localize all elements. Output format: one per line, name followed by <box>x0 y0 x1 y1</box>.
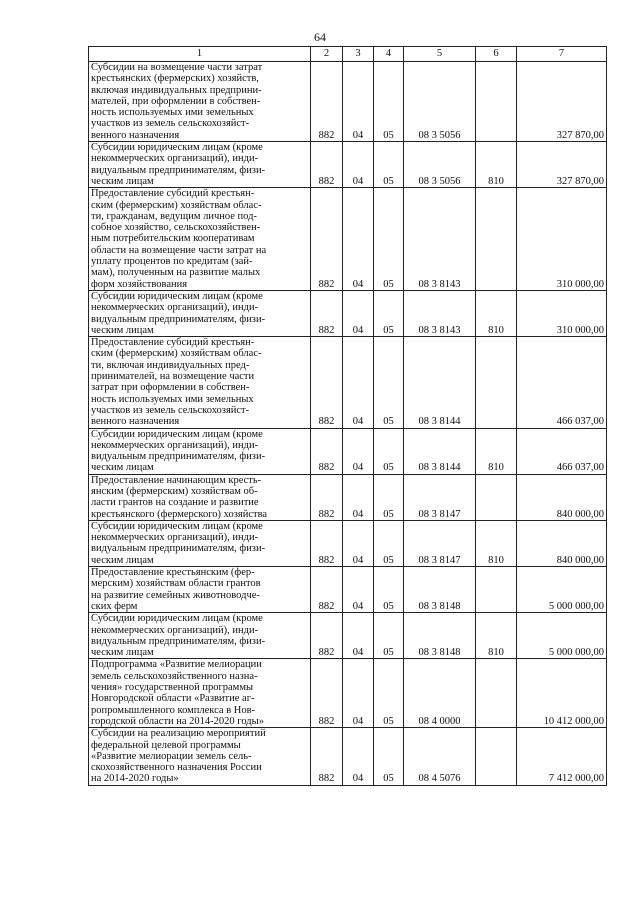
row-subsection-cell: 05 <box>374 337 404 428</box>
row-name-cell <box>89 188 311 291</box>
row-section-cell: 04 <box>343 520 374 566</box>
row-name-cell <box>89 337 311 428</box>
row-name-text: Предоставление субсидий крестьян- ским (фермерским) хозяйствам облас- ти, включая индивидуальных пред- принимателей, на возмещение части затрат при оформлении в собствен- ность используемых ими земельных участков из земель сельскохозяйст- венного назначения <box>91 337 262 428</box>
table-row <box>89 142 607 188</box>
row-expense-type-cell: 810 <box>476 428 517 474</box>
row-name-cell <box>89 62 311 142</box>
row-admin-code-cell: 882 <box>311 659 343 728</box>
row-expense-type-cell <box>476 659 517 728</box>
row-target-article-cell: 08 3 8148 <box>404 567 476 613</box>
row-amount-cell: 840 000,00 <box>517 474 607 520</box>
row-name-text: Субсидии юридическим лицам (кроме некоммерческих организаций), инди- видуальным предпринимателям, физи- ческим лицам <box>91 428 266 474</box>
row-name-cell <box>89 290 311 336</box>
row-subsection-cell: 05 <box>374 428 404 474</box>
row-subsection-cell: 05 <box>374 520 404 566</box>
row-subsection-cell: 05 <box>374 728 404 785</box>
row-subsection-cell: 05 <box>374 474 404 520</box>
row-name-cell <box>89 428 311 474</box>
row-amount-cell: 310 000,00 <box>517 290 607 336</box>
row-subsection-cell: 05 <box>374 290 404 336</box>
column-header-7: 7 <box>517 47 607 62</box>
row-admin-code-cell: 882 <box>311 428 343 474</box>
row-target-article-cell: 08 3 8143 <box>404 188 476 291</box>
row-name-text: Субсидии юридическим лицам (кроме некоммерческих организаций), инди- видуальным предпринимателям, физи- ческим лицам <box>91 520 266 566</box>
row-admin-code-cell: 882 <box>311 567 343 613</box>
row-expense-type-cell <box>476 728 517 785</box>
row-expense-type-cell: 810 <box>476 290 517 336</box>
row-target-article-cell: 08 3 5056 <box>404 62 476 142</box>
budget-table <box>88 46 607 786</box>
row-section-cell: 04 <box>343 188 374 291</box>
table-row <box>89 428 607 474</box>
table-row <box>89 337 607 428</box>
row-name-cell <box>89 613 311 659</box>
table-row <box>89 659 607 728</box>
row-name-cell <box>89 474 311 520</box>
row-subsection-cell: 05 <box>374 567 404 613</box>
row-admin-code-cell: 882 <box>311 290 343 336</box>
row-amount-cell: 327 870,00 <box>517 142 607 188</box>
row-name-text: Предоставление начинающим кресть- янским (фермерским) хозяйствам об- ласти грантов на создание и развитие крестьянского (фермерского) хозяйства <box>91 474 268 520</box>
table-row <box>89 520 607 566</box>
row-target-article-cell: 08 3 8147 <box>404 474 476 520</box>
row-section-cell: 04 <box>343 428 374 474</box>
row-amount-cell: 5 000 000,00 <box>517 567 607 613</box>
row-admin-code-cell: 882 <box>311 474 343 520</box>
row-name-cell <box>89 520 311 566</box>
row-expense-type-cell <box>476 567 517 613</box>
row-section-cell: 04 <box>343 142 374 188</box>
column-header-2: 2 <box>311 47 343 62</box>
row-amount-cell: 5 000 000,00 <box>517 613 607 659</box>
row-name-text: Субсидии юридическим лицам (кроме некоммерческих организаций), инди- видуальным предпринимателям, физи- ческим лицам <box>91 142 266 187</box>
row-section-cell: 04 <box>343 659 374 728</box>
row-subsection-cell: 05 <box>374 659 404 728</box>
row-admin-code-cell: 882 <box>311 188 343 291</box>
table-row <box>89 474 607 520</box>
row-section-cell: 04 <box>343 613 374 659</box>
row-admin-code-cell: 882 <box>311 520 343 566</box>
row-expense-type-cell: 810 <box>476 142 517 188</box>
row-amount-cell: 327 870,00 <box>517 62 607 142</box>
row-name-cell <box>89 567 311 613</box>
row-subsection-cell: 05 <box>374 62 404 142</box>
column-header-6: 6 <box>476 47 517 62</box>
row-section-cell: 04 <box>343 728 374 785</box>
row-section-cell: 04 <box>343 567 374 613</box>
row-admin-code-cell: 882 <box>311 142 343 188</box>
table-row <box>89 62 607 142</box>
row-expense-type-cell <box>476 188 517 291</box>
row-amount-cell: 466 037,00 <box>517 337 607 428</box>
row-target-article-cell: 08 3 5056 <box>404 142 476 188</box>
row-expense-type-cell <box>476 474 517 520</box>
row-target-article-cell: 08 3 8143 <box>404 290 476 336</box>
row-target-article-cell: 08 3 8144 <box>404 337 476 428</box>
row-name-cell <box>89 659 311 728</box>
row-target-article-cell: 08 4 0000 <box>404 659 476 728</box>
table-row <box>89 290 607 336</box>
table-row <box>89 188 607 291</box>
row-target-article-cell: 08 3 8148 <box>404 613 476 659</box>
row-amount-cell: 7 412 000,00 <box>517 728 607 785</box>
row-section-cell: 04 <box>343 290 374 336</box>
row-target-article-cell: 08 3 8147 <box>404 520 476 566</box>
row-section-cell: 04 <box>343 62 374 142</box>
column-header-1: 1 <box>89 47 311 62</box>
row-subsection-cell: 05 <box>374 188 404 291</box>
row-name-text: Субсидии на реализацию мероприятий федеральной целевой программы «Развитие мелиорации земель сель- скохозяйственного назначения России на 2014-2020 годы» <box>91 728 266 785</box>
column-header-5: 5 <box>404 47 476 62</box>
row-name-text: Предоставление субсидий крестьян- ским (фермерским) хозяйствам облас- ти, гражданам, ведущим личное под- собное хозяйство, сельскохозяйствен- ным потребительским кооперативам области на возмещение части затрат на уплату процентов по кредитам (зай- мам), полученным на развитие малых форм хозяйствования <box>91 188 267 290</box>
row-expense-type-cell: 810 <box>476 613 517 659</box>
row-expense-type-cell <box>476 62 517 142</box>
column-header-4: 4 <box>374 47 404 62</box>
row-name-text: Предоставление крестьянским (фер- мерским) хозяйствам области грантов на развитие семейных животноводче- ских ферм <box>91 567 261 612</box>
row-target-article-cell: 08 3 8144 <box>404 428 476 474</box>
row-name-cell <box>89 728 311 785</box>
row-amount-cell: 310 000,00 <box>517 188 607 291</box>
table-row <box>89 728 607 785</box>
row-admin-code-cell: 882 <box>311 337 343 428</box>
column-header-3: 3 <box>343 47 374 62</box>
row-name-text: Субсидии юридическим лицам (кроме некоммерческих организаций), инди- видуальным предпринимателям, физи- ческим лицам <box>91 613 266 659</box>
row-expense-type-cell <box>476 337 517 428</box>
row-amount-cell: 840 000,00 <box>517 520 607 566</box>
header-row <box>89 47 607 62</box>
row-name-cell <box>89 142 311 188</box>
page-number: 64 <box>314 30 326 44</box>
row-admin-code-cell: 882 <box>311 728 343 785</box>
row-section-cell: 04 <box>343 337 374 428</box>
row-amount-cell: 466 037,00 <box>517 428 607 474</box>
row-section-cell: 04 <box>343 474 374 520</box>
row-subsection-cell: 05 <box>374 142 404 188</box>
row-target-article-cell: 08 4 5076 <box>404 728 476 785</box>
table-row <box>89 613 607 659</box>
row-name-text: Подпрограмма «Развитие мелиорации земель сельскохозяйственного назна- чения» государственной программы Новгородской области «Развитие аг- ропромышленного комплекса в Нов- городской области на 2014-2020 годы» <box>91 659 264 727</box>
row-subsection-cell: 05 <box>374 613 404 659</box>
row-expense-type-cell: 810 <box>476 520 517 566</box>
row-admin-code-cell: 882 <box>311 62 343 142</box>
table-row <box>89 567 607 613</box>
row-amount-cell: 10 412 000,00 <box>517 659 607 728</box>
row-admin-code-cell: 882 <box>311 613 343 659</box>
row-name-text: Субсидии на возмещение части затрат крестьянских (фермерских) хозяйств, включая индивидуальных предприни- мателей, при оформлении в собствен- ность используемых ими земельных участков из земель сельскохозяйст- венного назначения <box>91 62 263 141</box>
row-name-text: Субсидии юридическим лицам (кроме некоммерческих организаций), инди- видуальным предпринимателям, физи- ческим лицам <box>91 290 266 336</box>
